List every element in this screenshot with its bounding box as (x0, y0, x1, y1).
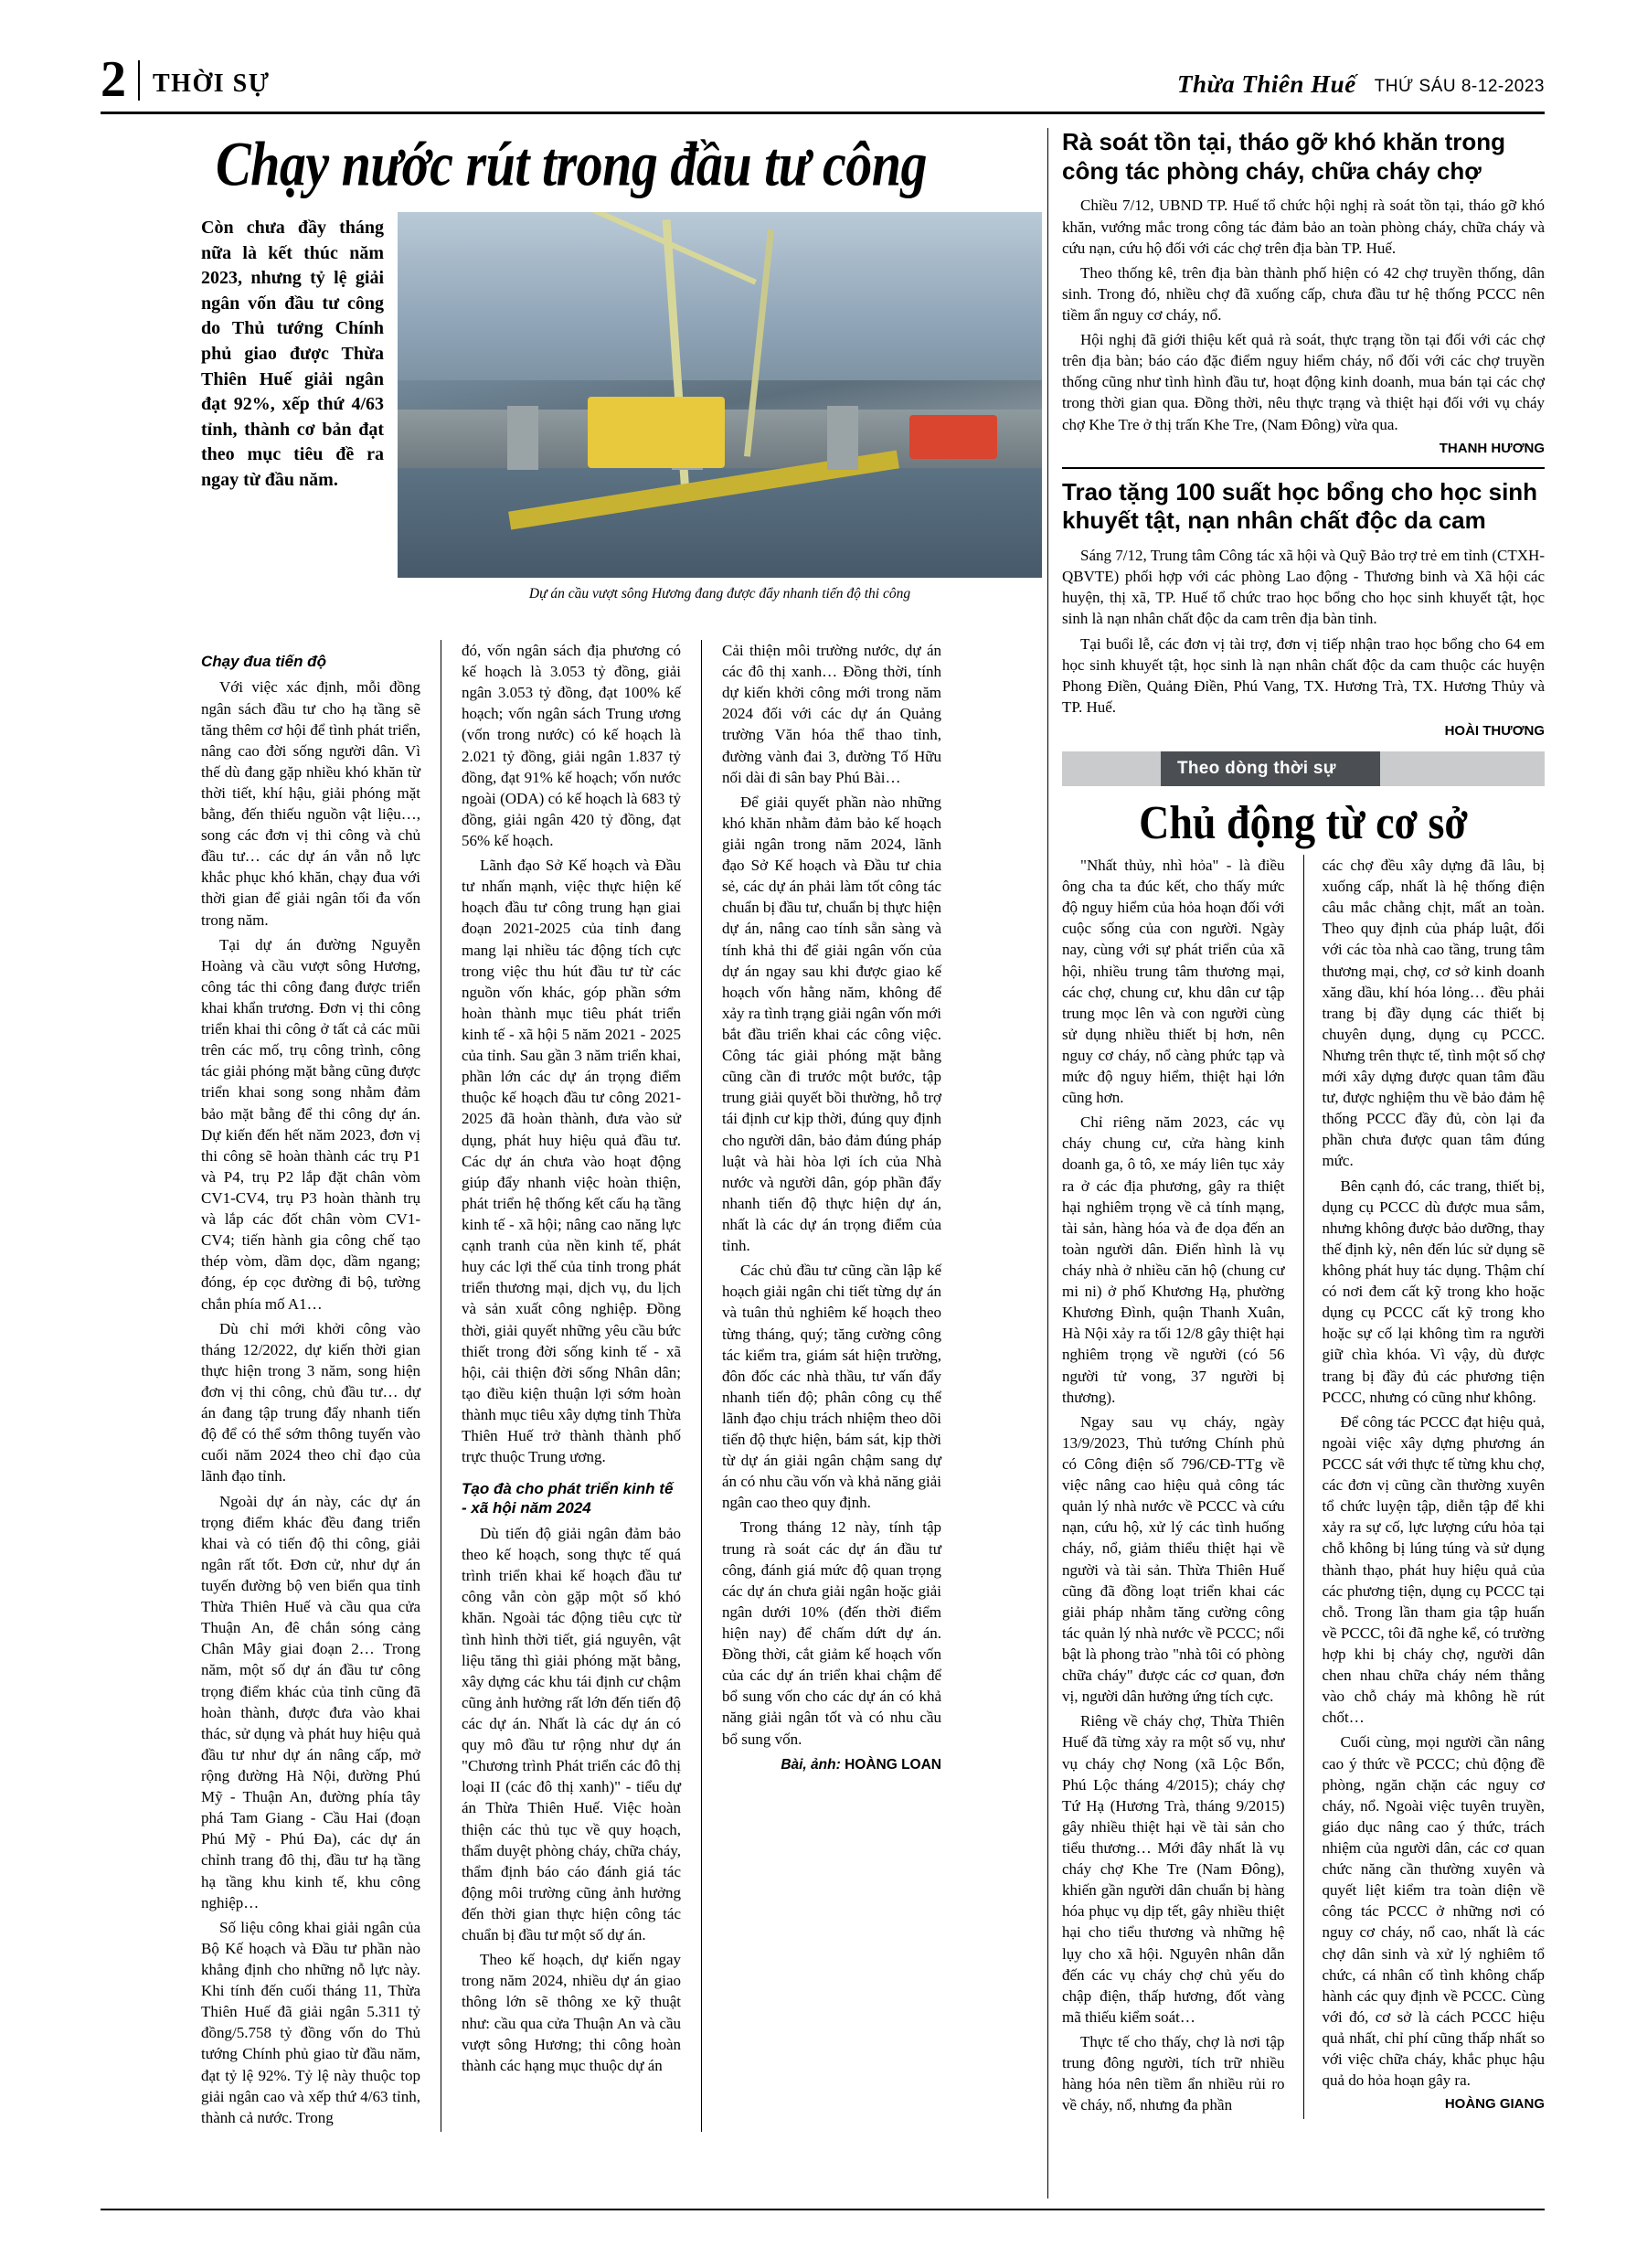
photo-sky (398, 212, 1042, 380)
paragraph: Dù chỉ mới khởi công vào tháng 12/2022, dự kiến thời gian thực hiện trong 3 năm, song hiện đơn vị thi công, chủ đầu tư… dự án đang tập trung đẩy nhanh tiến độ để có thể sớm thông tuyến vào cuối năm 2024 theo chỉ đạo của lãnh đạo tỉnh. (201, 1319, 420, 1485)
paragraph: Cải thiện môi trường nước, dự án các đô thị xanh… Đồng thời, tính dự kiến khởi công mới trong năm 2024 đối với các dự án Quảng trường Văn hóa thể thao tỉnh, đường vành đai 3, đường Tố Hữu nối dài đi sân bay Phú Bài… (722, 642, 941, 786)
issue-date: THỨ SÁU 8-12-2023 (1374, 77, 1545, 96)
article-3-headline: Trao tặng 100 suất học bổng cho học sinh khuyết tật, nạn nhân chất độc da cam (1062, 477, 1538, 535)
paragraph: Để công tác PCCC đạt hiệu quả, ngoài việc xây dựng phương án PCCC sát với thực tế từng khu chợ, các đơn vị cũng cần thường xuyên tổ chức luyện tập, diễn tập để khi xảy ra sự cố, lực lượng cứu hỏa tại chỗ không bị lúng túng và sử dụng thành thạo, phát huy hiệu quả của các phương tiện, dụng cụ PCCC tại chỗ. Trong lần tham gia tập huấn về PCCC, tôi đã nghe kể, có trường hợp khi bị cháy chợ, người dân chen nhau chữa cháy ném thẳng vào chỗ cháy mà không hề rút chốt… (1322, 1412, 1545, 1727)
opinion-column-left (1062, 855, 1285, 2119)
masthead (101, 48, 1545, 108)
main-story-column-3 (722, 640, 941, 2132)
main-headline: Chạy nước rút trong đầu tư công (215, 129, 928, 199)
masthead-right (1177, 70, 1545, 104)
main-story-columns (201, 640, 1142, 2132)
paragraph: Tại dự án đường Nguyễn Hoàng và cầu vượt sông Hương, công tác thi công đang được triển khai khẩn trương. Đơn vị thi công triển khai thi công ở tất cả các mũi trên các mố, trụ công trình, công tác giải phóng mặt bằng cũng được triển khai song song nhằm đảm bảo mặt bằng để thi công dự án. Dự kiến đến hết năm 2023, đơn vị thi công sẽ hoàn thành các trụ P1 và P4, trụ P2 lắp đặt chân vòm CV1-CV4, trụ P3 hoàn thành trụ và lắp các đốt chân vòm CV1-CV4; tiến hành gia công chế tạo thép vòm, dầm dọc, dầm ngang; đóng, ép cọc đường đi bộ, tường chắn phía mố A1… (201, 935, 420, 1313)
paragraph: Theo kế hoạch, dự kiến ngay trong năm 2024, nhiều dự án giao thông lớn sẽ thông xe kỹ thuật như: cầu qua cửa Thuận An và cầu vượt sông Hương; thi công hoàn thành các hạng mục thuộc dự án (462, 1951, 681, 2074)
paragraph: Dù tiến độ giải ngân đảm bảo theo kế hoạch, song thực tế quá trình triển khai kế hoạch đầu tư công vẫn còn gặp một số khó khăn. Ngoài tác động tiêu cực từ tình hình thời tiết, giá nguyên, vật liệu tăng thì giải phóng mặt bằng, xây dựng các khu tái định cư chậm cũng ảnh hưởng rất lớn đến tiến độ các dự án. Nhất là các dự án có quy mô đầu tư rộng như dự án "Chương trình Phát triển các đô thị loại II (các đô thị xanh)" - tiểu dự án Thừa Thiên Huế. Việc hoàn thiện các thủ tục về quy hoạch, thẩm duyệt phòng cháy, chữa cháy, thẩm định báo cáo đánh giá tác động môi trường cũng ảnh hưởng đến thời gian thực hiện công tác chuẩn bị đầu tư một số dự án. (462, 1525, 681, 1944)
paragraph: Ngoài dự án này, các dự án trọng điểm khác đều đang triển khai và có tiến độ thi công, giải ngân rất tốt. Đơn cử, như dự án tuyến đường bộ ven biển qua tỉnh Thừa Thiên Huế và cầu qua cửa Thuận An, đê chắn sóng cảng Chân Mây giai đoạn 2… Trong năm, một số dự án đầu tư công trọng điểm khác của tỉnh cũng đã hoàn thành, được đưa vào khai thác, sử dụng và phát huy hiệu quả đầu tư như dự án nâng cấp, mở rộng đường Hà Nội, đường Phú Mỹ - Thuận An, đường phía tây phá Tam Giang - Cầu Hai (đoạn Phú Mỹ - Phú Đa), các dự án chỉnh trang đô thị, đầu tư hạ tầng hạ tầng khu kinh tế, khu công nghiệp… (201, 1492, 420, 1911)
paragraph: các chợ đều xây dựng đã lâu, bị xuống cấp, nhất là hệ thống điện câu mắc chằng chịt, mất an toàn. Theo quy định của pháp luật, đối với các tòa nhà cao tầng, trung tâm thương mại, chợ, cơ sở kinh doanh xăng dầu, khí hóa lỏng… đều phải trang bị đầy dụng các thiết bị chuyên dụng, dụng cụ PCCC. Nhưng trên thực tế, tình một số chợ mới xây dựng được quan tâm đầu tư, được nghiệm thu về bảo đảm hệ thống PCCC đầy đủ, còn lại đa phần chưa được quan tâm đúng mức. (1322, 856, 1545, 1170)
opinion-column-right (1322, 855, 1545, 2119)
kicker-label: Theo dòng thời sự (1177, 758, 1336, 778)
main-story-intro (201, 216, 384, 494)
subhead-1: Chạy đua tiến độ (201, 653, 326, 670)
main-story-column-1 (201, 640, 420, 2132)
page-bottom-rule (101, 2209, 1545, 2210)
paragraph: Ngay sau vụ cháy, ngày 13/9/2023, Thủ tướng Chính phủ có Công điện số 796/CĐ-TTg về việc nâng cao hiệu quả công tác quản lý nhà nước về PCCC và cứu nạn, cứu hộ, xử lý các tình huống cháy, nổ, giảm thiểu thiệt hại về người và tài sản. Thừa Thiên Huế cũng đã đồng loạt triển khai các giải pháp nhằm tăng cường công tác quản lý nhà nước về PCCC; nổi bật là phong trào "nhà tôi có phòng chữa cháy" được các cơ quan, đơn vị, người dân hưởng ứng tích cực. (1062, 1412, 1285, 1706)
opinion-byline: HOÀNG GIANG (1444, 2096, 1545, 2113)
intro-paragraph: Còn chưa đầy tháng nữa là kết thúc năm 2023, nhưng tỷ lệ giải ngân vốn đầu tư công do Thủ tướng Chính phủ giao được Thừa Thiên Huế giải ngân đạt 92%, xếp thứ 4/63 tỉnh, thành cơ bản đạt theo mục tiêu đề ra ngay từ đầu năm. (201, 218, 384, 490)
section-title: THỜI SỰ (153, 69, 271, 98)
article-3-byline: HOÀI THƯƠNG (1444, 722, 1545, 739)
article-divider (1062, 467, 1545, 469)
opinion-headline: Chủ động từ cơ sở (1139, 796, 1468, 849)
subhead-2: Tạo đà cho phát triển kinh tế - xã hội năm 2024 (462, 1480, 674, 1517)
paper-name: Thừa Thiên Huế (1176, 70, 1356, 98)
main-story (101, 128, 1042, 2126)
opinion-columns (1062, 855, 1545, 2119)
paragraph: Bên cạnh đó, các trang, thiết bị, dụng cụ PCCC dù được mua sắm, nhưng không được bảo dưỡng, thay thế định kỳ, nên đến lúc sử dụng sẽ không phát huy tác dụng. Thậm chí có nơi đem cất kỹ trong kho hoặc dụng cụ PCCC cất kỹ trong kho hoặc sự cố lại không tìm ra người giữ chìa khóa. Vì vậy, dù được trang bị đầy đủ các phương tiện PCCC, nhưng có cũng như không. (1322, 1177, 1545, 1406)
paragraph: Số liệu công khai giải ngân của Bộ Kế hoạch và Đầu tư phần nào khẳng định cho những nỗ lực này. Khi tính đến cuối tháng 11, Thừa Thiên Huế đã giải ngân 5.311 tỷ đồng/5.758 tỷ đồng vốn do Thủ tướng Chính phủ giao từ đầu năm, đạt tỷ lệ 92%. Tỷ lệ này thuộc top giải ngân cao và xếp thứ 4/63 tỉnh, thành cả nước. Trong (201, 1918, 420, 2126)
paragraph: Lãnh đạo Sở Kế hoạch và Đầu tư nhấn mạnh, việc thực hiện kế hoạch đầu tư công trung hạn giai đoạn 2021-2025 của tỉnh đang mang lại nhiều tác động tích cực trong việc thu hút đầu tư từ các nguồn vốn khác, góp phần sớm hoàn thành mục tiêu phát triển kinh tế - xã hội 5 năm 2021 - 2025 của tỉnh. Sau gần 3 năm triển khai, phần lớn các dự án trọng điểm thuộc kế hoạch đầu tư công 2021-2025 đã hoàn thành, đưa vào sử dụng, phát huy hiệu quả đầu tư. Các dự án chưa vào hoạt động giúp đẩy nhanh việc hoàn thiện, phát triển hệ thống kết cấu hạ tầng kinh tế - xã hội; nâng cao năng lực cạnh tranh của nền kinh tế, phát huy các lợi thế của tỉnh trong phát triển thương mại, dịch vụ, du lịch và sản xuất công nghiệp. Đồng thời, giải quyết những yêu cầu bức thiết trong đời sống kinh tế - xã hội, cải thiện đời sống Nhân dân; tạo điều kiện thuận lợi sớm hoàn thành mục tiêu xây dựng tỉnh Thừa Thiên Huế trở thành thành phố trực thuộc Trung ương. (462, 857, 681, 1466)
paragraph: Các chủ đầu tư cũng cần lập kế hoạch giải ngân chi tiết từng dự án và tuân thủ nghiêm kế hoạch theo từng tháng, quý; tăng cường công tác kiểm tra, giám sát hiện trường, đôn đốc các nhà thầu, tư vấn đẩy nhanh tiến độ; phân công cụ thể lãnh đạo chịu trách nhiệm theo dõi tiến độ thực hiện, bám sát, kịp thời từ dự án giải ngân chậm sang dự án có nhu cầu vốn và khả năng giải ngân cao theo quy định. (722, 1262, 941, 1512)
paragraph: Hội nghị đã giới thiệu kết quả rà soát, thực trạng tồn tại đối với các chợ trên địa bàn; báo cáo đặc điểm nguy hiểm cháy, nổ đối với các chợ truyền thống cũng như tình hình đầu tư, hoạt động kinh doanh, mua bán tại các chợ trong thời gian qua. Đồng thời, nêu thực trạng và thiệt hại đối với vụ cháy chợ Khe Tre ở thị trấn Khe Tre, (Nam Đông) vừa qua. (1062, 331, 1545, 433)
paragraph: Riêng về cháy chợ, Thừa Thiên Huế đã từng xảy ra một số vụ, như vụ cháy chợ Nong (xã Lộc Bổn, Phú Lộc tháng 4/2015); cháy chợ Tứ Hạ (Hương Trà, tháng 9/2015) gây nhiều thiệt hại về tài sản cho tiểu thương… Mới đây nhất là vụ cháy chợ Khe Tre (Nam Đông), khiến gần người dân chuẩn bị hàng hóa phục vụ dịp tết, gây nhiều thiệt hại cho tiểu thương và những hệ lụy cho xã hội. Nguyên nhân dẫn đến các vụ cháy chợ chủ yếu do chập điện, thấp hương, đốt vàng mã thiếu kiểm soát… (1062, 1712, 1285, 2026)
paragraph: Thực tế cho thấy, chợ là nơi tập trung đông người, tích trữ nhiều hàng hóa nên tiềm ẩn nhiều rủi ro về cháy, nổ, nhưng đa phần (1062, 2032, 1285, 2114)
paragraph: Sáng 7/12, Trung tâm Công tác xã hội và Quỹ Bảo trợ trẻ em tỉnh (CTXH-QBVTE) phối hợp với các phòng Lao động - Thương binh và Xã hội các huyện, thị xã, TP. Huế tổ chức trao học bổng cho học sinh khuyết tật, học sinh là nạn nhân chất độc da cam trên địa bàn tỉnh. (1062, 547, 1545, 628)
paragraph: Để giải quyết phần nào những khó khăn nhằm đảm bảo kế hoạch giải ngân trong năm 2024, lãnh đạo Sở Kế hoạch và Đầu tư chia sẻ, các dự án phải làm tốt công tác chuẩn bị đầu tư, chuẩn bị thực hiện dự án, nâng cao tính sẵn sàng và tính khả thi để giải ngân vốn của dự án ngay sau khi được giao kế hoạch vốn hằng năm, không để xảy ra tình trạng giải ngân vốn mới bắt đầu triển khai các công việc. Công tác giải phóng mặt bằng cũng cần đi trước một bước, tập trung giải quyết bồi thường, hỗ trợ tái định cư kịp thời, đúng quy định cho người dân, bảo đảm đúng pháp luật và hài hòa lợi ích của Nhà nước và người dân, góp phần đẩy nhanh tiến độ thực hiện dự án, nhất là các dự án trọng điểm của tỉnh. (722, 793, 941, 1255)
main-story-column-2 (462, 640, 681, 2132)
photo-excavator-red (909, 415, 997, 459)
article-2-headline: Rà soát tồn tại, tháo gỡ khó khăn trong công tác phòng cháy, chữa cháy chợ (1062, 128, 1506, 185)
paragraph: Tại buổi lễ, các đơn vị tài trợ, đơn vị tiếp nhận trao học bổng cho 64 em học sinh khuyết tật, học sinh là nạn nhân chất độc da cam thuộc các huyện Phong Điền, Quảng Điền, Phú Vang, TX. Hương Trà, TX. Hương Thủy và TP. Huế. (1062, 634, 1545, 716)
article-2-byline: THANH HƯƠNG (1439, 440, 1545, 456)
column-kicker-bar (1062, 751, 1545, 786)
photo-caption: Dự án cầu vượt sông Hương đang được đẩy nhanh tiến độ thi công (528, 586, 911, 602)
paragraph: Chỉ riêng năm 2023, các vụ cháy chung cư, cửa hàng kinh doanh ga, ô tô, xe máy liên tục xảy ra ở các địa phương, gây ra thiệt hại nghiêm trọng về cả tính mạng, tài sản, hàng hóa và đe dọa đến an toàn người dân. Điển hình là vụ cháy nhà ở nhiều căn hộ (chung cư mi ni) ở phố Khương Hạ, phường Khương Đình, quận Thanh Xuân, Hà Nội xảy ra tối 12/8 gây thiệt hại nghiêm trọng về người (có 56 người tử vong, 37 người bị thương). (1062, 1113, 1285, 1406)
photo-excavator-yellow (588, 397, 725, 468)
column-separator (1303, 855, 1304, 2119)
lead-photo-block (398, 212, 1042, 603)
main-story-byline (722, 1757, 941, 1773)
byline-label: Bài, ảnh: (781, 1756, 841, 1773)
right-column-zone (1062, 128, 1545, 2119)
byline-name: HOÀNG LOAN (845, 1756, 941, 1773)
paragraph: Trong tháng 12 này, tính tập trung rà soát các dự án đầu tư công, đánh giá mức độ quan trọng các dự án chưa giải ngân hoặc giải ngân dưới 10% (đến thời điểm hiện nay) để chấm dứt dự án. Đồng thời, cắt giảm kế hoạch vốn của các dự án triển khai chậm để bổ sung vốn cho các dự án có khả năng giải ngân tốt và có nhu cầu bổ sung vốn. (722, 1518, 941, 1748)
paragraph: Theo thống kê, trên địa bàn thành phố hiện có 42 chợ truyền thống, dân sinh. Trong đó, nhiều chợ đã xuống cấp, chưa đầu tư hệ thống PCCC nên tiềm ẩn nguy cơ cháy, nổ. (1062, 263, 1545, 324)
paragraph: Chiều 7/12, UBND TP. Huế tổ chức hội nghị rà soát tồn tại, tháo gỡ khó khăn, vướng mắc trong công tác đảm bảo an toàn phòng cháy, chữa cháy và cứu nạn, cứu hộ đối với các chợ trên địa bàn TP. Huế. (1062, 197, 1545, 257)
masthead-left (101, 50, 271, 108)
masthead-rule (101, 112, 1545, 114)
paragraph: "Nhất thủy, nhì hỏa" - là điều ông cha ta đúc kết, cho thấy mức độ nguy hiểm của hỏa hoạn đối với cuộc sống của con người. Ngày nay, cùng với sự phát triển của xã hội, nhiều trung tâm thương mại, các chợ, chung cư, khu dân cư tập trung mọc lên và con người cùng sử dụng nhiều thiết bị hơn, nên nguy cơ cháy, nổ càng phức tạp và mức độ nguy hiểm, thiệt hại lớn cũng hơn. (1062, 856, 1285, 1107)
paragraph: Với việc xác định, mỗi đồng ngân sách đầu tư cho hạ tầng sẽ tăng thêm cơ hội để tình phát triển, nâng cao đời sống người dân. Vì thế dù đang gặp nhiều khó khăn từ thời tiết, khí hậu, giải phóng mặt bằng, đến thiếu nguồn vật liệu…, song các đơn vị thi công và chủ đầu tư… các dự án vẫn nỗ lực khắc phục khó khăn, chạy đua với thời gian để giải ngân tối đa vốn trong năm. (201, 678, 420, 929)
photo-pier (507, 406, 538, 470)
masthead-divider (138, 60, 140, 101)
paragraph: Cuối cùng, mọi người cần nâng cao ý thức về PCCC; chủ động đề phòng, ngăn chặn các nguy cơ cháy, nổ. Ngoài việc tuyên truyền, giáo dục nâng cao ý thức, trách nhiệm của người dân, các cơ quan chức năng cần thường xuyên và quyết liệt kiểm tra toàn diện về công tác PCCC ở những nơi có nguy cơ cháy, nổ cao, nhất là các chợ dân sinh và xử lý nghiêm tổ chức, cá nhân cố tình không chấp hành các quy định về PCCC. Cùng với đó, cơ sở là cách PCCC hiệu quả nhất, chỉ phí cũng thấp nhất so với việc chữa cháy, khắc phục hậu quả do hỏa hoạn gây ra. (1322, 1733, 1545, 2090)
paragraph: đó, vốn ngân sách địa phương có kế hoạch là 3.053 tỷ đồng, giải ngân 3.053 tỷ đồng, đạt 100% kế hoạch; vốn ngân sách Trung ương (vốn trong nước) có kế hoạch là 2.021 tỷ đồng, giải ngân 1.837 tỷ đồng, đạt 91% kế hoạch; vốn nước ngoài (ODA) có kế hoạch là 683 tỷ đồng, giải ngân 420 tỷ đồng, đạt 56% kế hoạch. (462, 642, 681, 849)
photo-pier (827, 406, 858, 470)
page-number: 2 (101, 50, 125, 108)
column-separator (701, 640, 702, 2132)
lead-photo (398, 212, 1042, 578)
